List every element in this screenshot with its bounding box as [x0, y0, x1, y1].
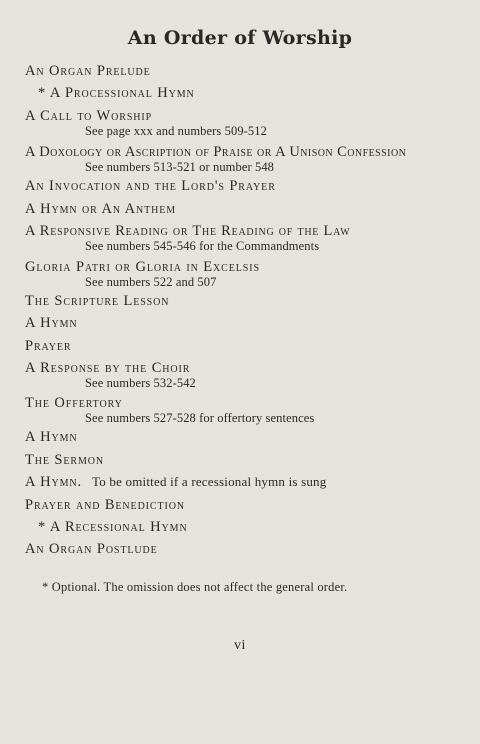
order-item: Prayer — [25, 338, 72, 354]
order-item: * A Processional Hymn — [38, 85, 195, 101]
item-reference: See numbers 545-546 for the Commandments — [85, 239, 320, 253]
item-reference: See numbers 527-528 for offertory sentences — [85, 411, 315, 425]
order-item: Gloria Patri or Gloria in Excelsis See numbers 522 and 507 — [25, 259, 480, 290]
order-item: The Scripture Lesson — [25, 293, 170, 309]
footnote: * Optional. The omission does not affect the general order. — [42, 580, 348, 594]
order-item: An Organ Prelude — [25, 63, 151, 79]
order-item: The Offertory See numbers 527-528 for offertory sentences — [25, 395, 480, 426]
item-reference: See numbers 513-521 or number 548 — [85, 160, 275, 174]
order-item: A Doxology or Ascription of Praise or A Unison Confession See numbers 513-521 or number 548 — [25, 144, 480, 175]
page-title: An Order of Worship — [127, 27, 353, 49]
order-item: A Hymn — [25, 429, 78, 445]
order-item: A Hymn or An Anthem — [25, 201, 177, 217]
order-item: A Call to Worship See page xxx and numbers 509-512 — [25, 108, 480, 139]
page-number: vi — [234, 638, 246, 653]
order-item: A Hymn — [25, 315, 78, 331]
order-item: * A Recessional Hymn — [38, 519, 188, 535]
item-reference: See numbers 532-542 — [85, 376, 196, 390]
order-item: A Responsive Reading or The Reading of the Law See numbers 545-546 for the Commandments — [25, 223, 480, 254]
item-note: To be omitted if a recessional hymn is sung — [92, 474, 327, 489]
order-item: A Hymn. To be omitted if a recessional hymn is sung — [25, 474, 327, 490]
item-reference: See numbers 522 and 507 — [85, 275, 217, 289]
order-item: Prayer and Benediction — [25, 497, 185, 513]
order-item: An Organ Postlude — [25, 541, 158, 557]
order-item: The Sermon — [25, 452, 104, 468]
order-item: A Response by the Choir See numbers 532-542 — [25, 360, 480, 391]
order-item: An Invocation and the Lord's Prayer — [25, 178, 276, 194]
item-reference: See page xxx and numbers 509-512 — [85, 124, 267, 138]
